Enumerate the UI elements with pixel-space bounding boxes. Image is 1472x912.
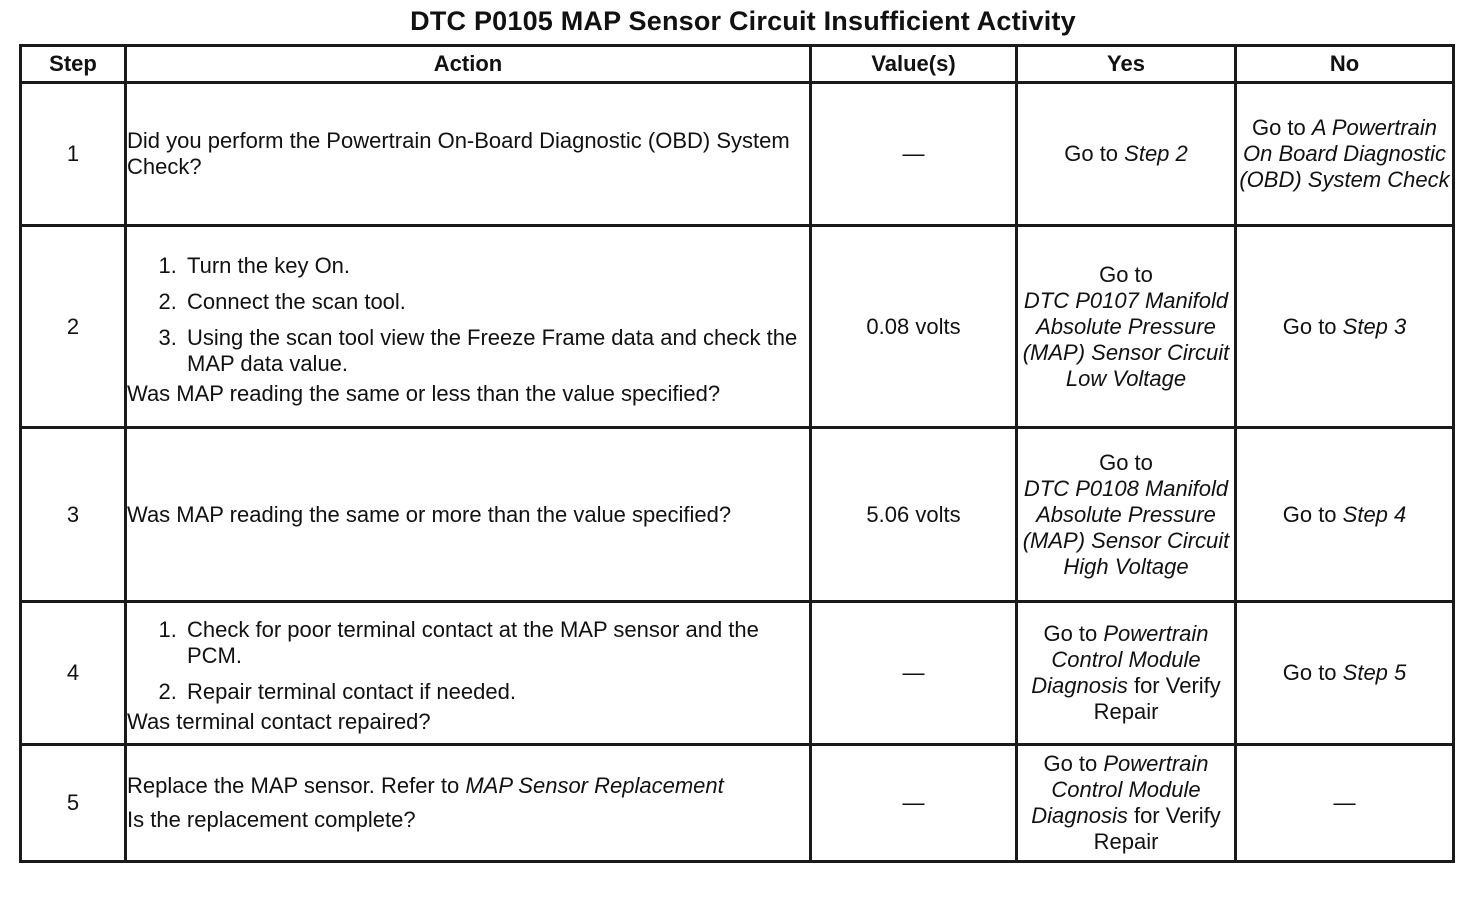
yes-link[interactable]: DTC P0107 Manifold Absolute Pressure (MAP) Sensor Circuit Low Voltage	[1022, 287, 1230, 391]
table-row	[21, 602, 1454, 745]
action-step: 2. Connect the scan tool.	[183, 289, 809, 315]
yes-link[interactable]: DTC P0108 Manifold Absolute Pressure (MAP) Sensor Circuit High Voltage	[1022, 475, 1230, 579]
no-prefix: Go to	[1282, 660, 1343, 685]
no-link[interactable]: Step 4	[1342, 501, 1407, 527]
no-cell	[1236, 602, 1454, 745]
value-cell: —	[811, 745, 1017, 862]
page-title: DTC P0105 MAP Sensor Circuit Insufficient Activity	[410, 6, 1076, 36]
step-number: 4	[21, 602, 126, 745]
no-prefix: Go to	[1282, 313, 1343, 339]
header-action: Action	[126, 46, 811, 83]
action-cell	[126, 745, 811, 862]
no-cell	[1236, 428, 1454, 602]
no-cell	[1236, 83, 1454, 226]
yes-link[interactable]: Powertrain Control Module Diagnosis	[1031, 751, 1209, 828]
table-row	[21, 745, 1454, 862]
step-number: 5	[21, 745, 126, 862]
no-cell: —	[1236, 745, 1454, 862]
action-instruction	[127, 773, 809, 799]
yes-link[interactable]: Powertrain Control Module Diagnosis	[1031, 621, 1209, 698]
step-number: 3	[21, 428, 126, 602]
action-question: Is the replacement complete?	[127, 807, 416, 832]
action-reference-link[interactable]: MAP Sensor Replacement	[465, 773, 724, 798]
action-step: 3. Using the scan tool view the Freeze Frame data and check the MAP data value.	[183, 325, 809, 377]
no-link[interactable]: A Powertrain On Board Diagnostic (OBD) System Check	[1239, 115, 1450, 192]
yes-prefix: Go to	[1043, 621, 1104, 646]
yes-prefix: Go to	[1099, 261, 1153, 287]
action-cell	[126, 83, 811, 226]
value-cell: 5.06 volts	[811, 428, 1017, 602]
action-step-list	[127, 253, 809, 377]
yes-suffix: for Verify Repair	[1093, 803, 1221, 854]
action-step: 2. Repair terminal contact if needed.	[183, 679, 809, 705]
action-text: Replace the MAP sensor. Refer to	[127, 773, 466, 798]
action-step-list	[127, 617, 809, 705]
value-cell: —	[811, 602, 1017, 745]
yes-cell	[1017, 602, 1236, 745]
diagnostic-table	[19, 44, 1455, 863]
step-number: 2	[21, 226, 126, 428]
yes-prefix: Go to	[1064, 141, 1125, 166]
no-prefix: Go to	[1282, 501, 1343, 527]
header-no: No	[1236, 46, 1454, 83]
step-number: 1	[21, 83, 126, 226]
no-link[interactable]: Step 3	[1342, 313, 1407, 339]
action-cell	[126, 428, 811, 602]
yes-cell	[1017, 428, 1236, 602]
no-prefix: Go to	[1251, 115, 1312, 140]
header-yes: Yes	[1017, 46, 1236, 83]
action-cell	[126, 226, 811, 428]
action-cell	[126, 602, 811, 745]
table-row	[21, 83, 1454, 226]
table-row	[21, 226, 1454, 428]
yes-cell	[1017, 745, 1236, 862]
action-step: 1. Check for poor terminal contact at the MAP sensor and the PCM.	[183, 617, 809, 669]
yes-suffix: for Verify Repair	[1093, 673, 1221, 724]
action-question: Was MAP reading the same or less than the value specified?	[127, 380, 721, 406]
table-header-row	[21, 46, 1454, 83]
header-step: Step	[21, 46, 126, 83]
yes-link[interactable]: Step 2	[1124, 141, 1188, 166]
header-values: Value(s)	[811, 46, 1017, 83]
yes-cell	[1017, 226, 1236, 428]
value-cell: 0.08 volts	[811, 226, 1017, 428]
action-question: Was terminal contact repaired?	[127, 709, 431, 734]
no-link[interactable]: Step 5	[1342, 660, 1407, 685]
action-question: Was MAP reading the same or more than the value specified?	[127, 501, 732, 527]
action-step: 1. Turn the key On.	[183, 253, 809, 279]
yes-cell	[1017, 83, 1236, 226]
yes-prefix: Go to	[1099, 449, 1153, 475]
no-cell	[1236, 226, 1454, 428]
yes-prefix: Go to	[1043, 751, 1104, 776]
table-row	[21, 428, 1454, 602]
action-question: Did you perform the Powertrain On-Board Diagnostic (OBD) System Check?	[127, 128, 790, 179]
value-cell: —	[811, 83, 1017, 226]
